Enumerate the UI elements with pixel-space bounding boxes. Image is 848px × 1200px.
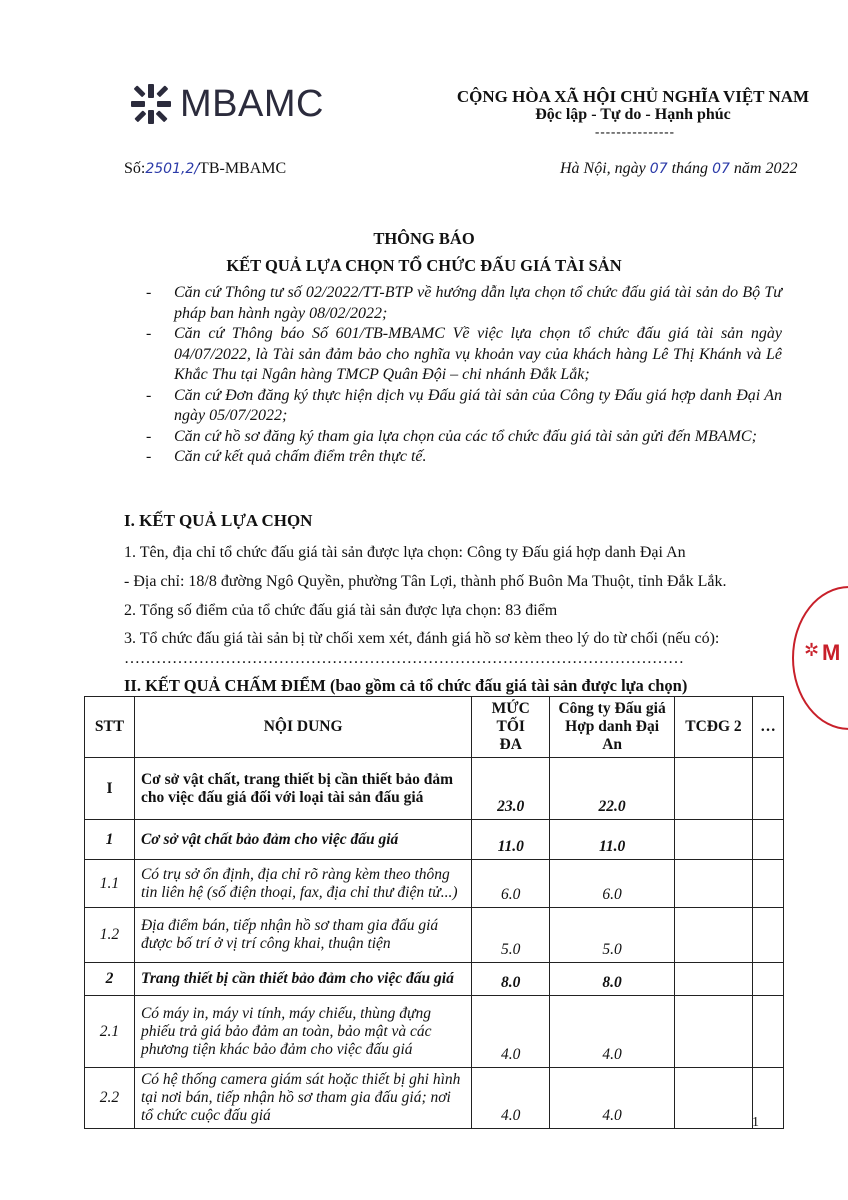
row-content: Có trụ sở ổn định, địa chỉ rõ ràng kèm theo thông tin liên hệ (số điện thoại, fax, địa chỉ thư điện tử...)	[134, 860, 471, 908]
col-more: …	[752, 697, 783, 758]
row-stt: 1.2	[85, 908, 135, 963]
row-org2-score	[675, 1068, 753, 1129]
row-more	[752, 996, 783, 1068]
row-score: 6.0	[550, 860, 675, 908]
col-org-dai-an	[550, 697, 675, 758]
row-stt: 2	[85, 963, 135, 996]
row-stt: 2.2	[85, 1068, 135, 1129]
section-1-heading: I. KẾT QUẢ LỰA CHỌN	[124, 511, 313, 530]
rejected-orgs: 3. Tổ chức đấu giá tài sản bị từ chối xem xét, đánh giá hồ sơ kèm theo lý do từ chối (nếu có): ……………………………………………………………………………………………	[124, 630, 720, 667]
row-content: Địa điểm bán, tiếp nhận hồ sơ tham gia đấu giá được bố trí ở vị trí công khai, thuận tiện	[134, 908, 471, 963]
row-max: 11.0	[472, 820, 550, 860]
date-month-label: tháng	[671, 160, 709, 177]
row-org2-score	[675, 820, 753, 860]
col-stt: STT	[85, 697, 135, 758]
logo-wordmark: MBAMC	[180, 82, 324, 125]
doc-title: THÔNG BÁO	[373, 229, 475, 248]
row-max: 4.0	[472, 1068, 550, 1129]
row-org2-score	[675, 996, 753, 1068]
date-month: 07	[712, 161, 730, 177]
col-org-line2: Hợp danh Đại An	[565, 718, 660, 753]
table-header-row	[85, 697, 784, 758]
stamp-lettering: M	[822, 640, 841, 665]
motto: Độc lập - Tự do - Hạnh phúc	[535, 106, 731, 123]
nation-title: CỘNG HÒA XÃ HỘI CHỦ NGHĨA VIỆT NAM	[456, 87, 810, 106]
document-number	[124, 160, 286, 178]
header-rule: ---------------	[595, 124, 675, 139]
row-max: 4.0	[472, 996, 550, 1068]
col-org-2: TCĐG 2	[675, 697, 753, 758]
row-score: 4.0	[550, 1068, 675, 1129]
row-content: Có máy in, máy vi tính, máy chiếu, thùng đựng phiếu trả giá bảo đảm an toàn, bảo mật và các phương tiện khác bảo đảm cho việc đấu giá	[134, 996, 471, 1068]
col-org-line1: Công ty Đấu giá	[558, 700, 666, 717]
score-table	[84, 696, 784, 1129]
row-score: 5.0	[550, 908, 675, 963]
total-score: 2. Tổng số điểm của tổ chức đấu giá tài sản được lựa chọn: 83 điểm	[124, 602, 558, 619]
row-more	[752, 860, 783, 908]
selected-org-name: 1. Tên, địa chỉ tổ chức đấu giá tài sản được lựa chọn: Công ty Đấu giá hợp danh Đại An	[124, 544, 686, 561]
row-max: 5.0	[472, 908, 550, 963]
row-content: Trang thiết bị cần thiết bảo đảm cho việc đấu giá	[134, 963, 471, 996]
row-max: 8.0	[472, 963, 550, 996]
row-stt: 1	[85, 820, 135, 860]
col-max-line1: MỨC	[491, 700, 530, 717]
row-more	[752, 963, 783, 996]
selected-org-address: - Địa chỉ: 18/8 đường Ngô Quyền, phường Tân Lợi, thành phố Buôn Ma Thuột, tỉnh Đắk Lắk.	[124, 573, 727, 590]
stamp-asterisk-icon: ✲	[804, 640, 820, 660]
date-year: năm 2022	[733, 160, 798, 177]
table-row	[85, 908, 784, 963]
table-row	[85, 820, 784, 860]
basis-item: - Căn cứ Đơn đăng ký thực hiện dịch vụ Đấu giá tài sản của Công ty Đấu giá hợp danh Đại An ngày 05/07/2022;	[142, 386, 782, 427]
table-row	[85, 963, 784, 996]
row-score: 8.0	[550, 963, 675, 996]
basis-item: - Căn cứ kết quả chấm điểm trên thực tế.	[142, 447, 782, 468]
col-max-line2: TỐI	[496, 718, 525, 735]
company-logo	[128, 80, 324, 128]
section-2-heading: II. KẾT QUẢ CHẤM ĐIỂM (bao gồm cả tổ chức đấu giá tài sản được lựa chọn)	[124, 676, 688, 695]
row-content: Có hệ thống camera giám sát hoặc thiết bị ghi hình tại nơi bán, tiếp nhận hồ sơ tham gia đấu giá; nơi tổ chức cuộc đấu giá	[134, 1068, 471, 1129]
row-score: 4.0	[550, 996, 675, 1068]
row-content: Cơ sở vật chất bảo đảm cho việc đấu giá	[134, 820, 471, 860]
row-org2-score	[675, 963, 753, 996]
row-more	[752, 758, 783, 820]
table-row	[85, 996, 784, 1068]
row-max: 23.0	[472, 758, 550, 820]
row-stt: 2.1	[85, 996, 135, 1068]
row-org2-score	[675, 860, 753, 908]
row-org2-score	[675, 758, 753, 820]
row-more	[752, 820, 783, 860]
basis-item: - Căn cứ Thông báo Số 601/TB-MBAMC Về việc lựa chọn tổ chức đấu giá tài sản ngày 04/07/2022, là Tài sản đảm bảo cho nghĩa vụ khoản vay của khách hàng Lê Thị Khánh và Lê Khắc Thu tại Ngân hàng TMCP Quân Đội – chi nhánh Đắk Lắk;	[142, 324, 782, 386]
row-stt: I	[85, 758, 135, 820]
doc-subtitle: KẾT QUẢ LỰA CHỌN TỔ CHỨC ĐẤU GIÁ TÀI SẢN	[226, 256, 622, 275]
basis-item: - Căn cứ hồ sơ đăng ký tham gia lựa chọn của các tổ chức đấu giá tài sản gửi đến MBAMC;	[142, 427, 782, 448]
row-max: 6.0	[472, 860, 550, 908]
doc-number-prefix: Số:	[124, 160, 146, 177]
page-number: 1	[752, 1115, 759, 1130]
col-max-line3: ĐA	[499, 736, 522, 753]
date-place: Hà Nội, ngày	[560, 160, 646, 177]
row-content: Cơ sở vật chất, trang thiết bị cần thiết bảo đảm cho việc đấu giá đối với loại tài sản đấu giá	[134, 758, 471, 820]
col-content: NỘI DUNG	[134, 697, 471, 758]
table-row	[85, 860, 784, 908]
asterisk-logo-icon	[128, 81, 174, 127]
row-more	[752, 908, 783, 963]
legal-basis-list	[142, 283, 782, 468]
basis-item: - Căn cứ Thông tư số 02/2022/TT-BTP về hướng dẫn lựa chọn tổ chức đấu giá tài sản do Bộ Tư pháp ban hành ngày 08/02/2022;	[142, 283, 782, 324]
col-max	[472, 697, 550, 758]
row-stt: 1.1	[85, 860, 135, 908]
doc-number-handwritten: 2501,2/	[145, 161, 200, 177]
table-row	[85, 1068, 784, 1129]
document-date	[560, 160, 797, 178]
date-day: 07	[649, 161, 668, 177]
table-row	[85, 758, 784, 820]
row-score: 11.0	[550, 820, 675, 860]
row-org2-score	[675, 908, 753, 963]
doc-number-suffix: TB-MBAMC	[199, 160, 287, 177]
row-score: 22.0	[550, 758, 675, 820]
